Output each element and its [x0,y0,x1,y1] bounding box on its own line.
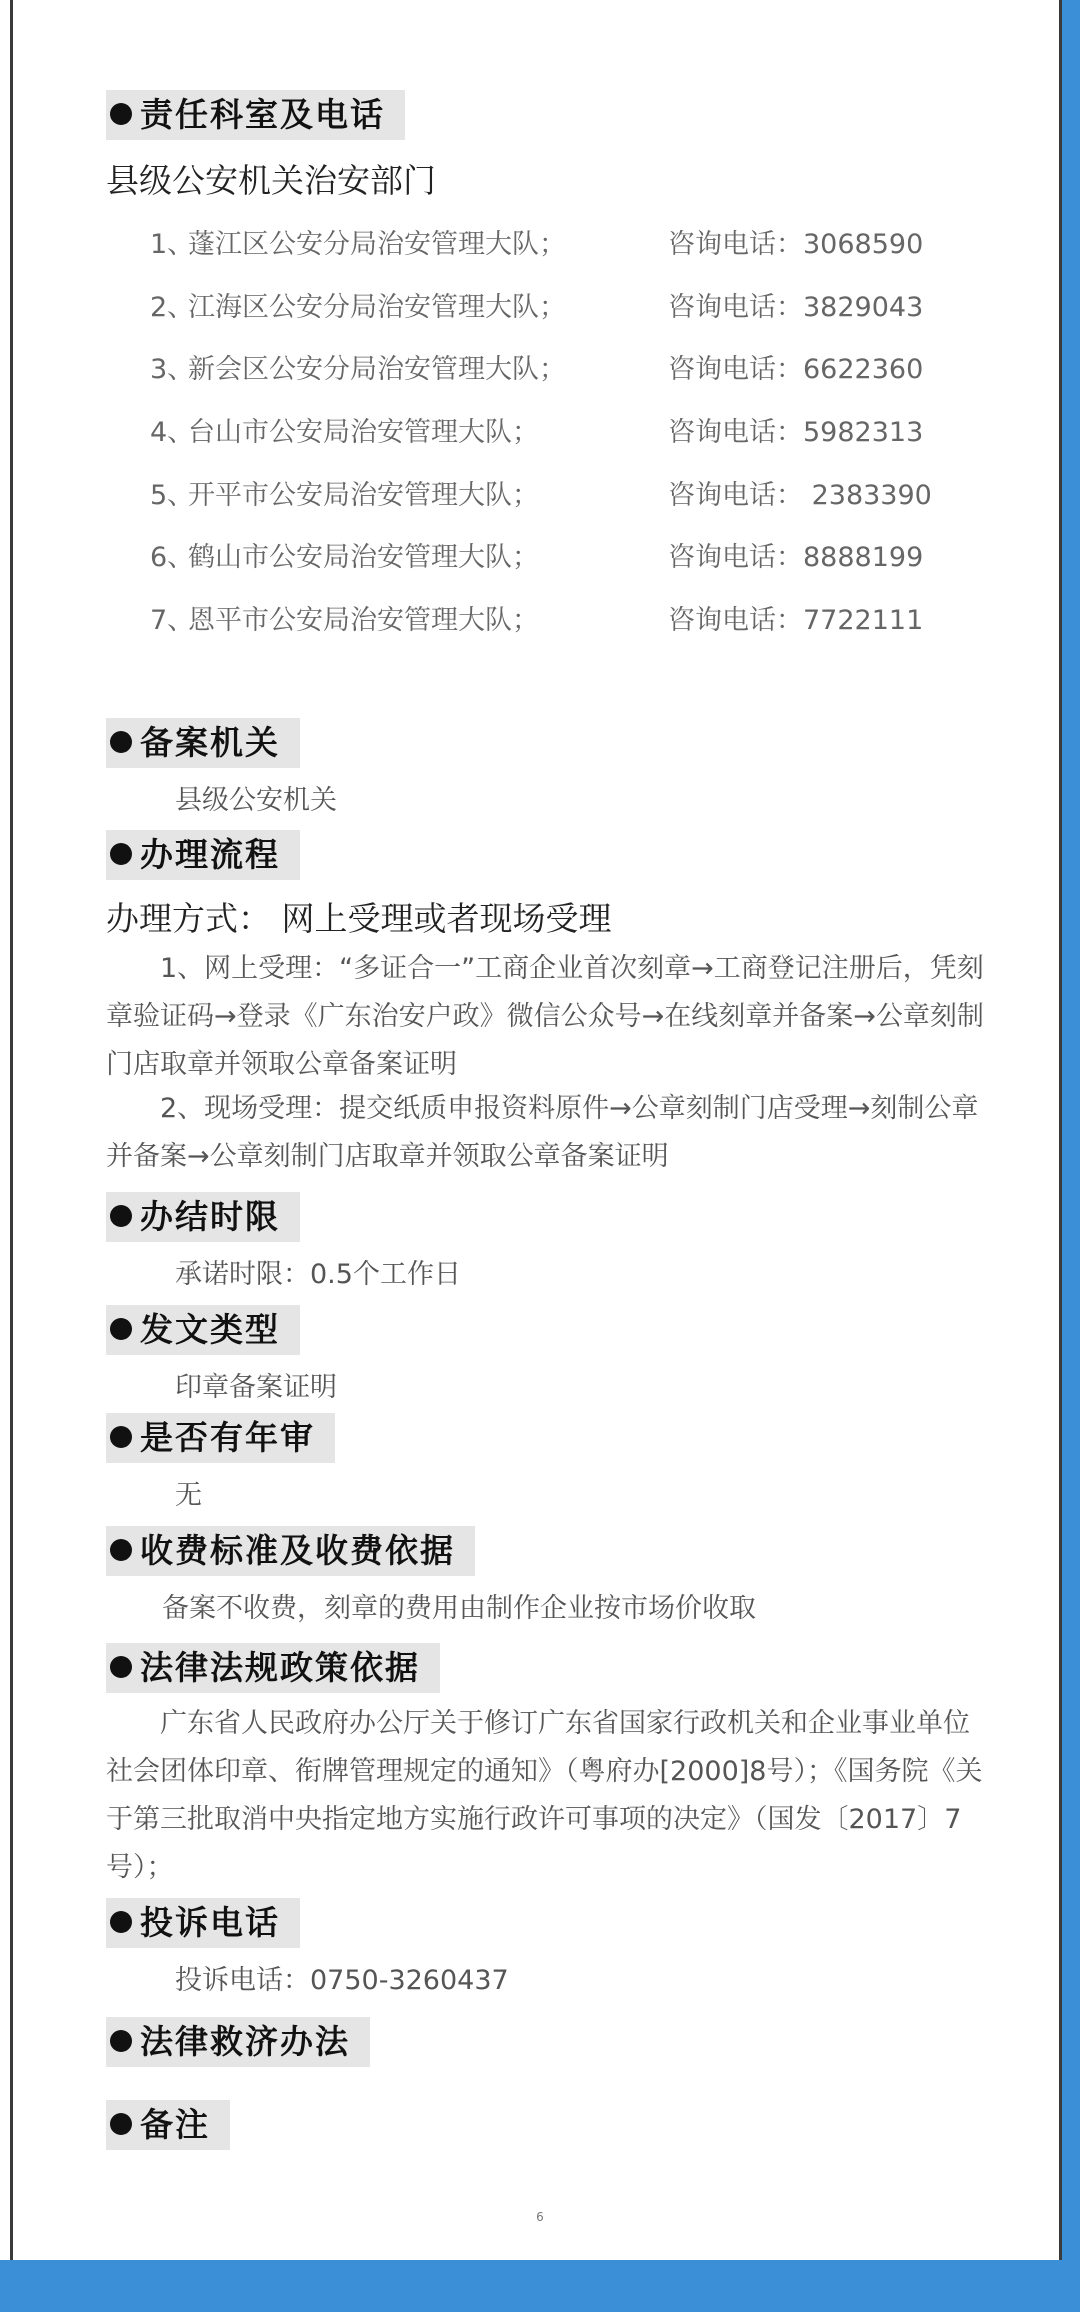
section-heading-timelimit: 办结时限 [106,1192,300,1242]
bullet-icon [110,2113,132,2135]
contact-row: 5、开平市公安局治安管理大队； 咨询电话： 2383390 [150,480,932,511]
timelimit-text: 承诺时限：0.5个工作日 [175,1259,461,1290]
right-accent-bar [1062,0,1080,2260]
doctype-text: 印章备案证明 [175,1372,337,1403]
complaint-phone: 投诉电话：0750-3260437 [175,1965,509,1996]
bullet-icon [110,1318,132,1340]
left-border-line [10,0,13,2260]
contact-row: 1、蓬江区公安分局治安管理大队； 咨询电话：3068590 [150,229,924,260]
section-heading-dept: 责任科室及电话 [106,90,405,140]
bullet-icon [110,1539,132,1561]
bullet-icon [110,1205,132,1227]
contact-row: 2、江海区公安分局治安管理大队； 咨询电话：3829043 [150,292,924,323]
law-text: 广东省人民政府办公厅关于修订广东省国家行政机关和企业事业单位社会团体印章、衔牌管理规定的通知》（粤府办[2000]8号）；《国务院《关于第三批取消中央指定地方实施行政许可事项的决定》（国发〔2017〕7号）； [106,1708,983,1883]
filing-authority: 县级公安机关 [175,785,337,816]
bullet-icon [110,1656,132,1678]
contact-row: 3、新会区公安分局治安管理大队； 咨询电话：6622360 [150,354,924,385]
fee-text: 备案不收费，刻章的费用由制作企业按市场价收取 [162,1593,756,1624]
process-online: 1、网上受理：“多证合一”工商企业首次刻章→工商登记注册后，凭刻章验证码→登录《广东治安户政》微信公众号→在线刻章并备案→公章刻制门店取章并领取公章备案证明 [106,953,984,1080]
bullet-icon [110,1426,132,1448]
contact-row: 4、台山市公安局治安管理大队； 咨询电话：5982313 [150,417,924,448]
process-method: 办理方式： 网上受理或者现场受理 [106,899,612,938]
section-heading-annual: 是否有年审 [106,1413,335,1463]
bullet-icon [110,103,132,125]
footer-band [0,2260,1080,2312]
bullet-icon [110,731,132,753]
process-onsite: 2、现场受理：提交纸质申报资料原件→公章刻制门店受理→刻制公章并备案→公章刻制门店取章并领取公章备案证明 [106,1093,979,1172]
section-heading-notes: 备注 [106,2100,230,2150]
section-heading-filing: 备案机关 [106,718,300,768]
contact-row: 7、恩平市公安局治安管理大队； 咨询电话：7722111 [150,605,924,636]
bullet-icon [110,843,132,865]
dept-subtitle: 县级公安机关治安部门 [106,161,436,200]
section-heading-complaint: 投诉电话 [106,1898,300,1948]
section-heading-doctype: 发文类型 [106,1305,300,1355]
bullet-icon [110,1911,132,1933]
bullet-icon [110,2030,132,2052]
annual-text: 无 [175,1480,202,1511]
page-number: 6 [536,2210,544,2224]
contact-row: 6、鹤山市公安局治安管理大队； 咨询电话：8888199 [150,542,924,573]
section-heading-process: 办理流程 [106,830,300,880]
section-heading-law: 法律法规政策依据 [106,1643,440,1693]
section-heading-remedy: 法律救济办法 [106,2017,370,2067]
section-heading-fee: 收费标准及收费依据 [106,1526,475,1576]
